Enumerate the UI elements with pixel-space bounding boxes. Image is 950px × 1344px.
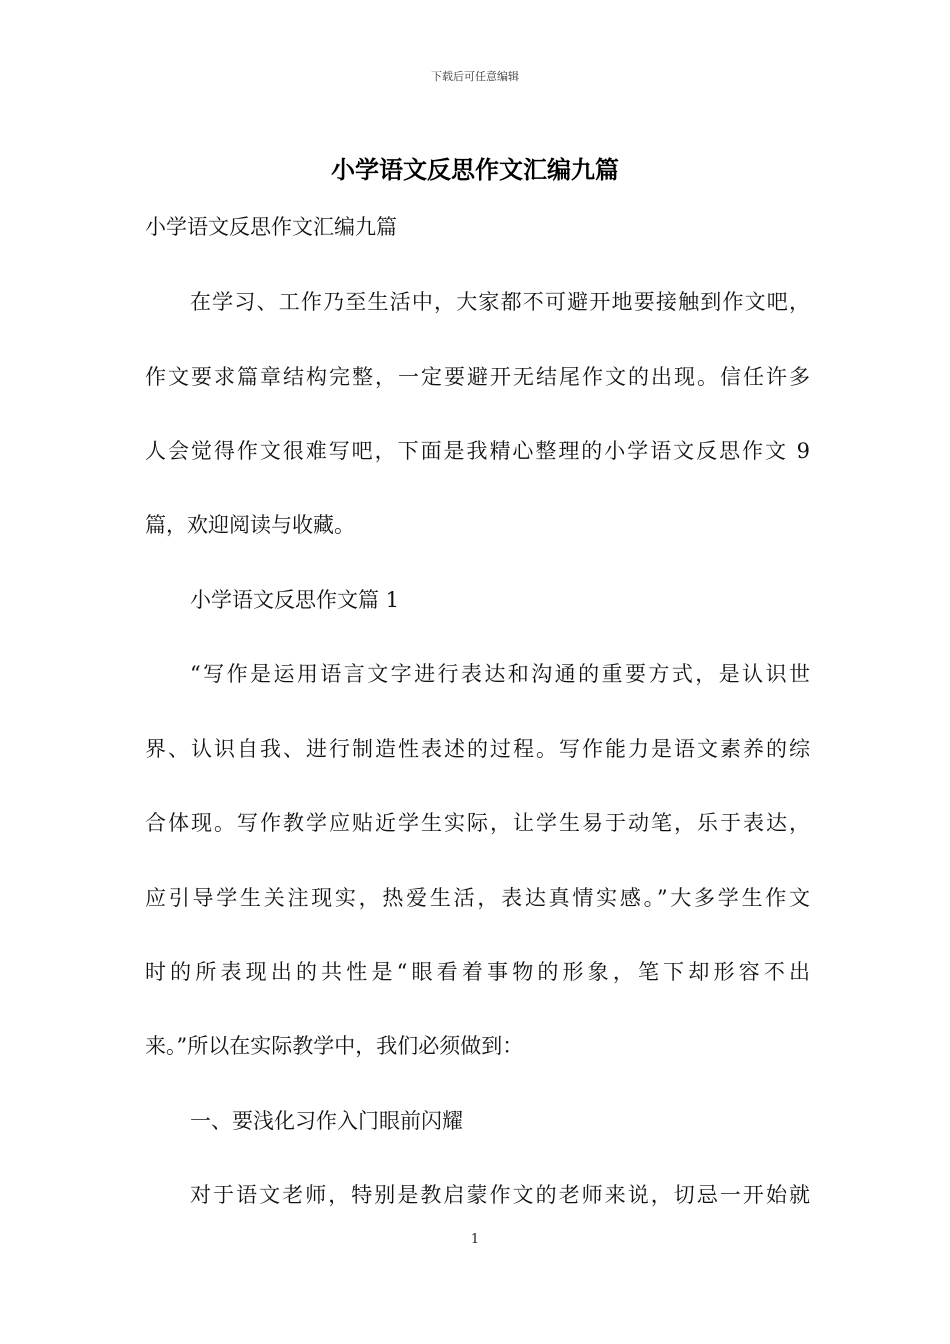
paragraph-line: 合体现。写作教学应贴近学生实际，让学生易于动笔，乐于表达， bbox=[145, 811, 810, 835]
paragraph-line: 篇，欢迎阅读与收藏。 bbox=[145, 513, 355, 537]
paragraph-line: “写作是运用语言文字进行表达和沟通的重要方式，是认识世 bbox=[190, 662, 810, 686]
paragraph-line: 对于语文老师，特别是教启蒙作文的老师来说，切忌一开始就 bbox=[190, 1183, 810, 1207]
paragraph-line: 时的所表现出的共性是“眼看着事物的形象，笔下却形容不出 bbox=[145, 960, 810, 984]
paragraph-line: 界、认识自我、进行制造性表述的过程。写作能力是语文素养的综 bbox=[145, 737, 810, 761]
page-header: 下载后可任意编辑 bbox=[431, 70, 519, 83]
paragraph-line: 来。”所以在实际教学中，我们必须做到： bbox=[145, 1034, 524, 1058]
paragraph-line: 作文要求篇章结构完整，一定要避开无结尾作文的出现。信任许多 bbox=[145, 365, 810, 389]
page-number: 1 bbox=[470, 1232, 480, 1247]
paragraph-line: 应引导学生关注现实，热爱生活，表达真情实感。”大多学生作文 bbox=[145, 886, 810, 910]
subsection-heading: 一、要浅化习作入门眼前闪耀 bbox=[190, 1109, 463, 1133]
paragraph-line: 人会觉得作文很难写吧，下面是我精心整理的小学语文反思作文 9 bbox=[145, 439, 810, 463]
paragraph-line: 在学习、工作乃至生活中，大家都不可避开地要接触到作文吧， bbox=[190, 290, 810, 314]
subtitle-line: 小学语文反思作文汇编九篇 bbox=[145, 215, 397, 239]
section-heading: 小学语文反思作文篇 1 bbox=[190, 588, 400, 612]
document-title: 小学语文反思作文汇编九篇 bbox=[331, 155, 619, 184]
